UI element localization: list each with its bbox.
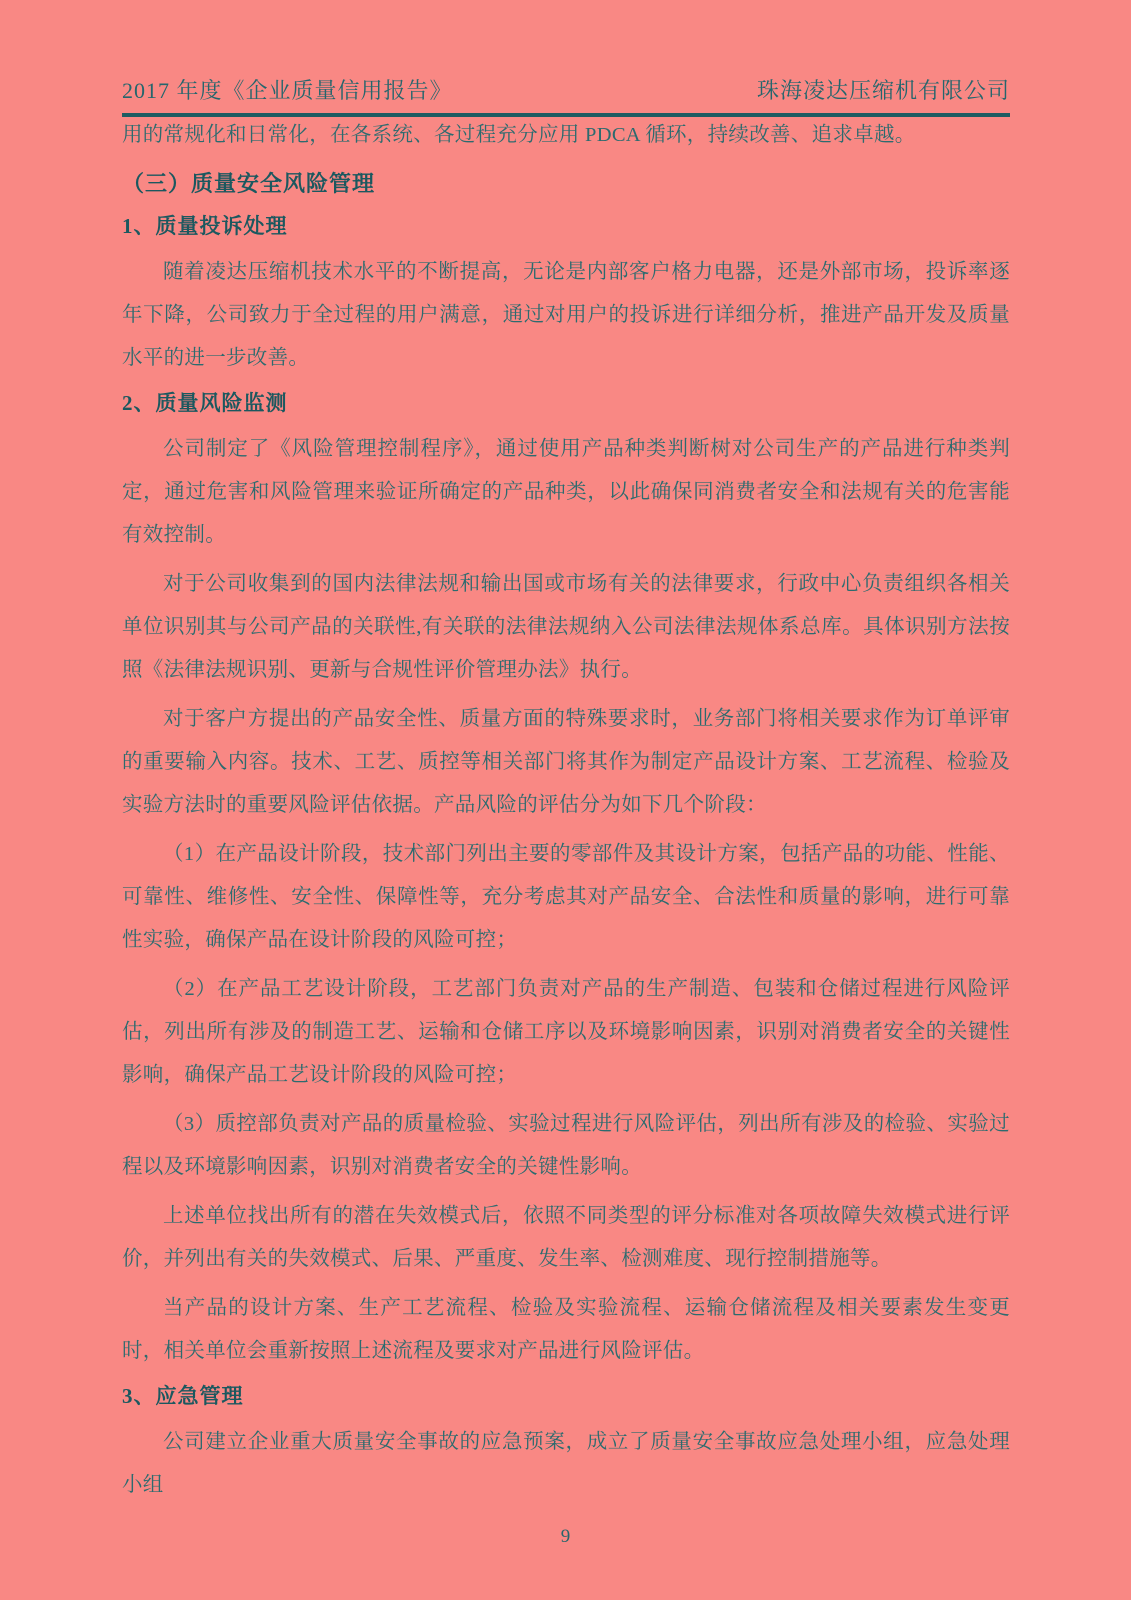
paragraph-customer-requirements: 对于客户方提出的产品安全性、质量方面的特殊要求时，业务部门将相关要求作为订单评审的重要输入内容。技术、工艺、质控等相关部门将其作为制定产品设计方案、工艺流程、检验及实验方法时的重要风险评估依据。产品风险的评估分为如下几个阶段： [122,708,1010,816]
sub-heading-risk-monitoring: 2、质量风险监测 [122,391,288,415]
paragraph-stage-3-quality-control: （3）质控部负责对产品的质量检验、实验过程进行风险评估，列出所有涉及的检验、实验过程以及环境影响因素，识别对消费者安全的关键性影响。 [122,1113,1010,1178]
page-number: 9 [560,1526,571,1547]
paragraph-change-reassessment: 当产品的设计方案、生产工艺流程、检验及实验流程、运输仓储流程及相关要素发生变更时，相关单位会重新按照上述流程及要求对产品进行风险评估。 [122,1297,1010,1362]
sub-heading-emergency-management: 3、应急管理 [122,1384,244,1408]
sub-heading-complaint-handling: 1、质量投诉处理 [122,214,288,238]
section-heading-quality-safety-risk: （三）质量安全风险管理 [122,171,376,196]
paragraph-continuation: 用的常规化和日常化，在各系统、各过程充分应用 PDCA 循环，持续改善、追求卓越。 [122,124,916,146]
paragraph-complaint: 随着凌达压缩机技术水平的不断提高，无论是内部客户格力电器，还是外部市场，投诉率逐年下降，公司致力于全过程的用户满意，通过对用户的投诉进行详细分析，推进产品开发及质量水平的进一步改善。 [122,261,1010,369]
paragraph-stage-2-process-design: （2）在产品工艺设计阶段，工艺部门负责对产品的生产制造、包装和仓储过程进行风险评估，列出所有涉及的制造工艺、运输和仓储工序以及环境影响因素，识别对消费者安全的关键性影响，确保产品工艺设计阶段的风险可控； [122,978,1010,1086]
paragraph-emergency: 公司建立企业重大质量安全事故的应急预案，成立了质量安全事故应急处理小组，应急处理小组 [122,1431,1010,1496]
paragraph-failure-modes: 上述单位找出所有的潜在失效模式后，依照不同类型的评分标准对各项故障失效模式进行评价，并列出有关的失效模式、后果、严重度、发生率、检测难度、现行控制措施等。 [122,1205,1010,1270]
paragraph-risk-program: 公司制定了《风险管理控制程序》，通过使用产品种类判断树对公司生产的产品进行种类判定，通过危害和风险管理来验证所确定的产品种类，以此确保同消费者安全和法规有关的危害能有效控制。 [122,438,1010,546]
paragraph-stage-1-design: （1）在产品设计阶段，技术部门列出主要的零部件及其设计方案，包括产品的功能、性能、可靠性、维修性、安全性、保障性等，充分考虑其对产品安全、合法性和质量的影响，进行可靠性实验，确保产品在设计阶段的风险可控； [122,843,1010,951]
header-report-title: 2017 年度《企业质量信用报告》 [122,78,453,103]
header-company-name: 珠海凌达压缩机有限公司 [756,78,1010,103]
document-body [122,114,1010,1513]
paragraph-laws-regulations: 对于公司收集到的国内法律法规和输出国或市场有关的法律要求，行政中心负责组织各相关单位识别其与公司产品的关联性,有关联的法律法规纳入公司法律法规体系总库。具体识别方法按照《法律法规识别、更新与合规性评价管理办法》执行。 [122,573,1010,681]
page-header [122,74,1010,117]
